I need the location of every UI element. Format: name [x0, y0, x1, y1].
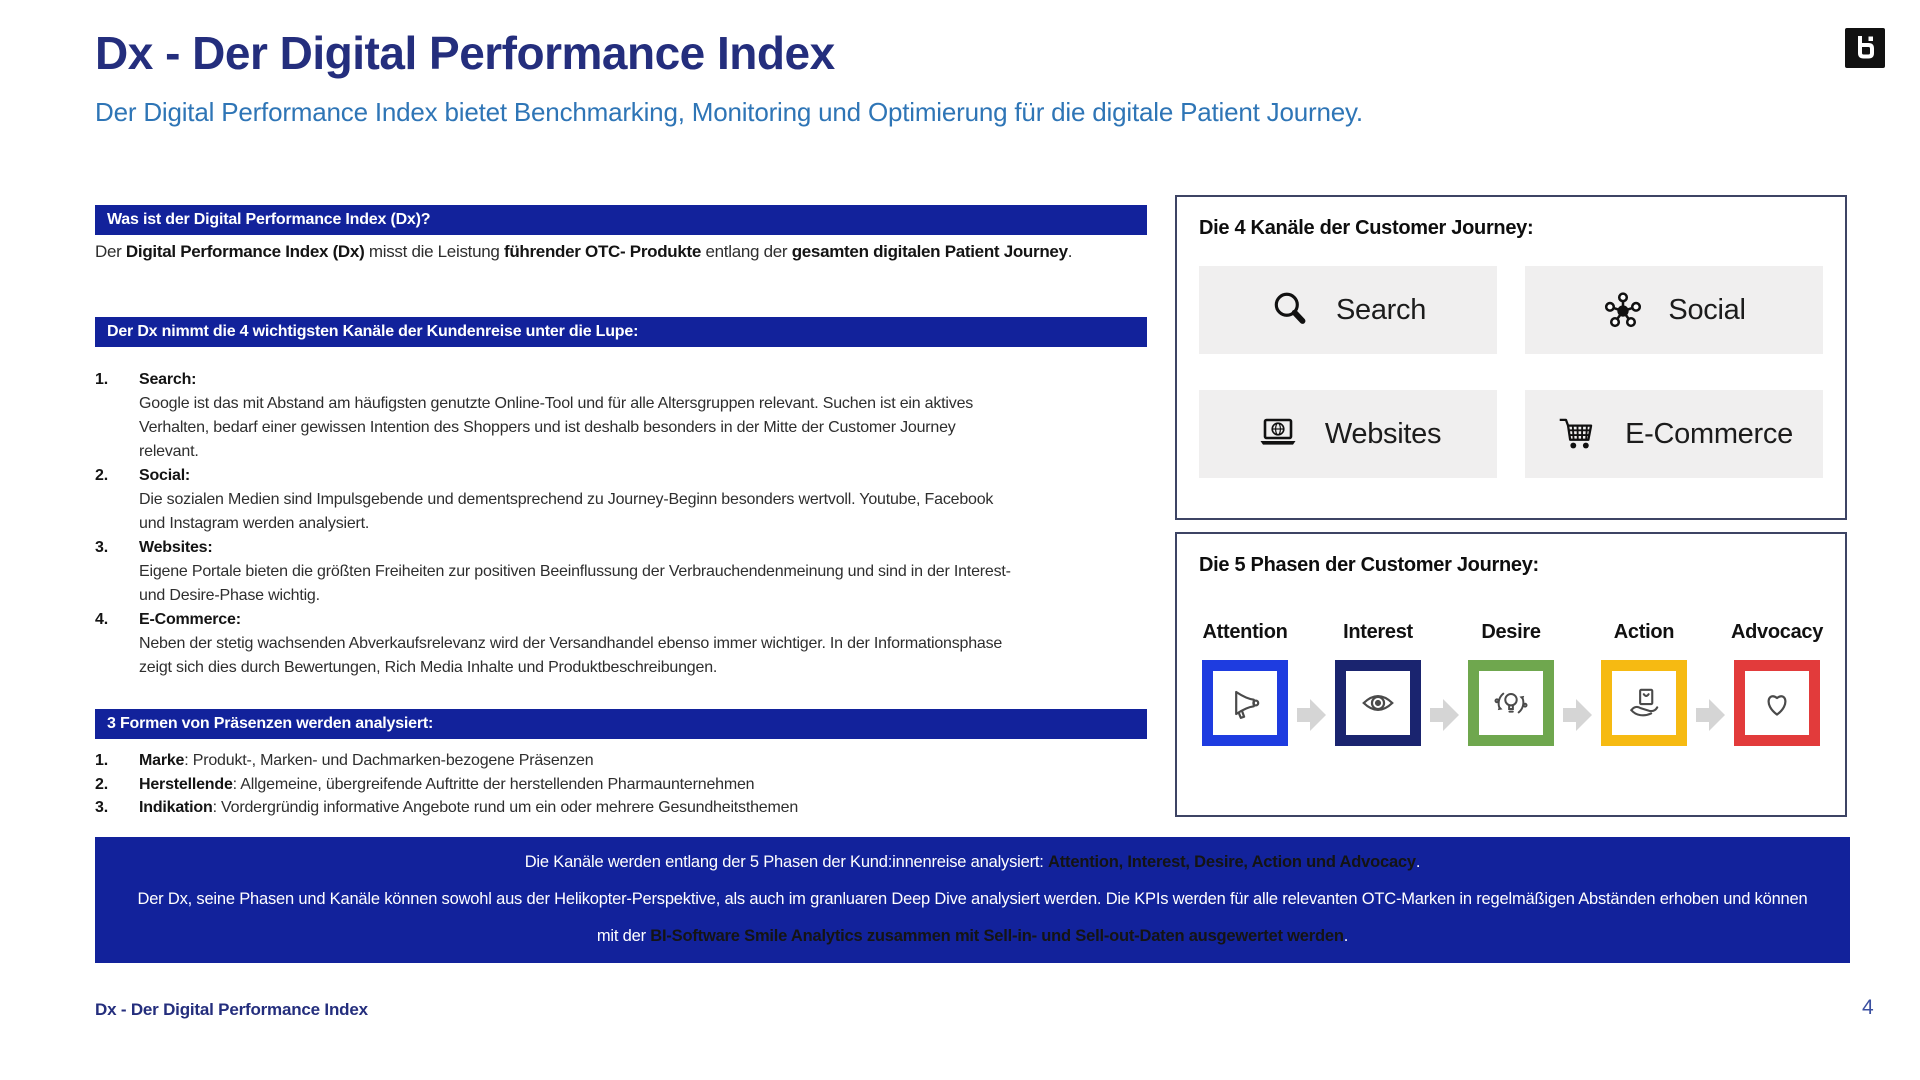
eye-icon [1335, 660, 1421, 746]
list-item [95, 536, 1115, 608]
list-item [95, 773, 1115, 797]
phases-row [1197, 621, 1825, 746]
company-logo-icon [1845, 28, 1885, 68]
page-subtitle: Der Digital Performance Index bietet Benchmarking, Monitoring und Optimierung für die digitale Patient Journey. [95, 97, 1363, 127]
list-item-description: Google ist das mit Abstand am häufigsten genutzte Online-Tool und für alle Altersgruppen relevant. Suchen ist ein aktives Verhalten, bedarf einer gewissen Intention des Shoppers und ist deshalb besonders in der Mitte der Customer Journey relevant. [139, 395, 974, 460]
list-item [95, 464, 1115, 536]
channel-tile-social [1525, 266, 1823, 354]
intro-paragraph: Der Digital Performance Index (Dx) misst die Leistung führender OTC- Produkte entlang der gesamten digitalen Patient Journey. [95, 242, 1073, 261]
list-number: 2. [95, 775, 108, 793]
page-title: Dx - Der Digital Performance Index [95, 27, 835, 79]
list-number: 3. [95, 799, 108, 816]
footer-title: Dx - Der Digital Performance Index [95, 1000, 368, 1019]
channel-tile-search [1199, 266, 1497, 354]
phase-label: Advocacy [1730, 621, 1824, 643]
arrow-right-icon [1563, 693, 1593, 737]
social-icon [1602, 289, 1644, 331]
channel-tile-label: Search [1335, 293, 1427, 326]
search-icon [1270, 289, 1312, 331]
list-item [95, 368, 1115, 464]
banner-line-1: Die Kanäle werden entlang der 5 Phasen der Kund:innenreise analysiert: Attention, Interest, Desire, Action und Advocacy. [524, 853, 1421, 871]
heart-icon [1734, 660, 1820, 746]
channels-list [95, 368, 1115, 680]
list-item-title: Social: [139, 467, 191, 484]
phase-advocacy [1729, 621, 1825, 746]
list-item-text: Marke: Produkt-, Marken- und Dachmarken-bezogene Präsenzen [139, 752, 594, 769]
phase-label: Interest [1343, 621, 1413, 643]
list-item [95, 608, 1115, 680]
list-number: 2. [95, 467, 108, 484]
banner-line-2: Der Dx, seine Phasen und Kanäle können sowohl aus der Helikopter-Perspektive, als auch im granluaren Deep Dive analysiert werden. Die KPIs werden für alle relevanten OTC-Marken in regelmäßigen Abständen erhoben und können mit der BI-Software Smile Analytics zusammen mit Sell-in- und Sell-out-Daten ausgewertet werden. [137, 890, 1808, 945]
arrow-right-icon [1696, 693, 1726, 737]
summary-banner [95, 837, 1850, 963]
list-number: 1. [95, 752, 108, 769]
list-item-description: Neben der stetig wachsenden Abverkaufsrelevanz wird der Versandhandel ebenso immer wichtiger. In der Informationsphase zeigt sich dies durch Bewertungen, Rich Media Inhalte und Produktbeschreibungen. [139, 635, 1003, 676]
arrow-right-icon [1297, 693, 1327, 737]
channel-tiles [1199, 266, 1823, 478]
channel-tile-label: E-Commerce [1625, 417, 1793, 450]
section-header-channels: Der Dx nimmt die 4 wichtigsten Kanäle der Kundenreise unter die Lupe: [95, 317, 1147, 347]
phases-box-title: Die 5 Phasen der Customer Journey: [1199, 554, 1539, 576]
section-header-what-is: Was ist der Digital Performance Index (Dx)? [95, 205, 1147, 235]
phases-box [1175, 532, 1847, 817]
list-item [95, 796, 1115, 820]
phase-desire [1463, 621, 1559, 746]
list-item [95, 749, 1115, 773]
megaphone-icon [1202, 660, 1288, 746]
lightbulb-idea-icon [1468, 660, 1554, 746]
forms-list [95, 749, 1115, 820]
hand-purchase-icon [1601, 660, 1687, 746]
list-item-text: Herstellende: Allgemeine, übergreifende Auftritte der herstellenden Pharmaunternehmen [139, 775, 755, 793]
phase-attention [1197, 621, 1293, 746]
list-item-title: Search: [139, 371, 197, 388]
phase-label: Action [1613, 621, 1675, 643]
list-number: 1. [95, 371, 108, 388]
phase-label: Attention [1202, 621, 1288, 643]
arrow-right-icon [1430, 693, 1460, 737]
phase-label: Desire [1481, 621, 1541, 643]
list-item-description: Eigene Portale bieten die größten Freiheiten zur positiven Beeinflussung der Verbrauchendenmeinung und sind in der Interest- und Desire-Phase wichtig. [139, 563, 1011, 604]
channels-box-title: Die 4 Kanäle der Customer Journey: [1199, 217, 1534, 239]
list-number: 4. [95, 611, 108, 628]
phase-action [1596, 621, 1692, 746]
websites-icon [1255, 414, 1301, 454]
channel-tile-label: Social [1668, 293, 1746, 326]
channels-box [1175, 195, 1847, 520]
list-item-title: E-Commerce: [139, 611, 241, 628]
channel-tile-websites [1199, 390, 1497, 478]
phase-interest [1330, 621, 1426, 746]
list-item-description: Die sozialen Medien sind Impulsgebende und dementsprechend zu Journey-Beginn besonders wertvoll. Youtube, Facebook und Instagram werden analysiert. [139, 491, 994, 532]
channel-tile-label: Websites [1324, 417, 1442, 450]
ecommerce-icon [1555, 413, 1601, 455]
list-number: 3. [95, 539, 108, 556]
list-item-title: Websites: [139, 539, 213, 556]
list-item-text: Indikation: Vordergründig informative Angebote rund um ein oder mehrere Gesundheitsthemen [139, 799, 799, 816]
section-header-forms: 3 Formen von Präsenzen werden analysiert: [95, 709, 1147, 739]
page-number: 4 [1862, 996, 1874, 1019]
channel-tile-ecommerce [1525, 390, 1823, 478]
